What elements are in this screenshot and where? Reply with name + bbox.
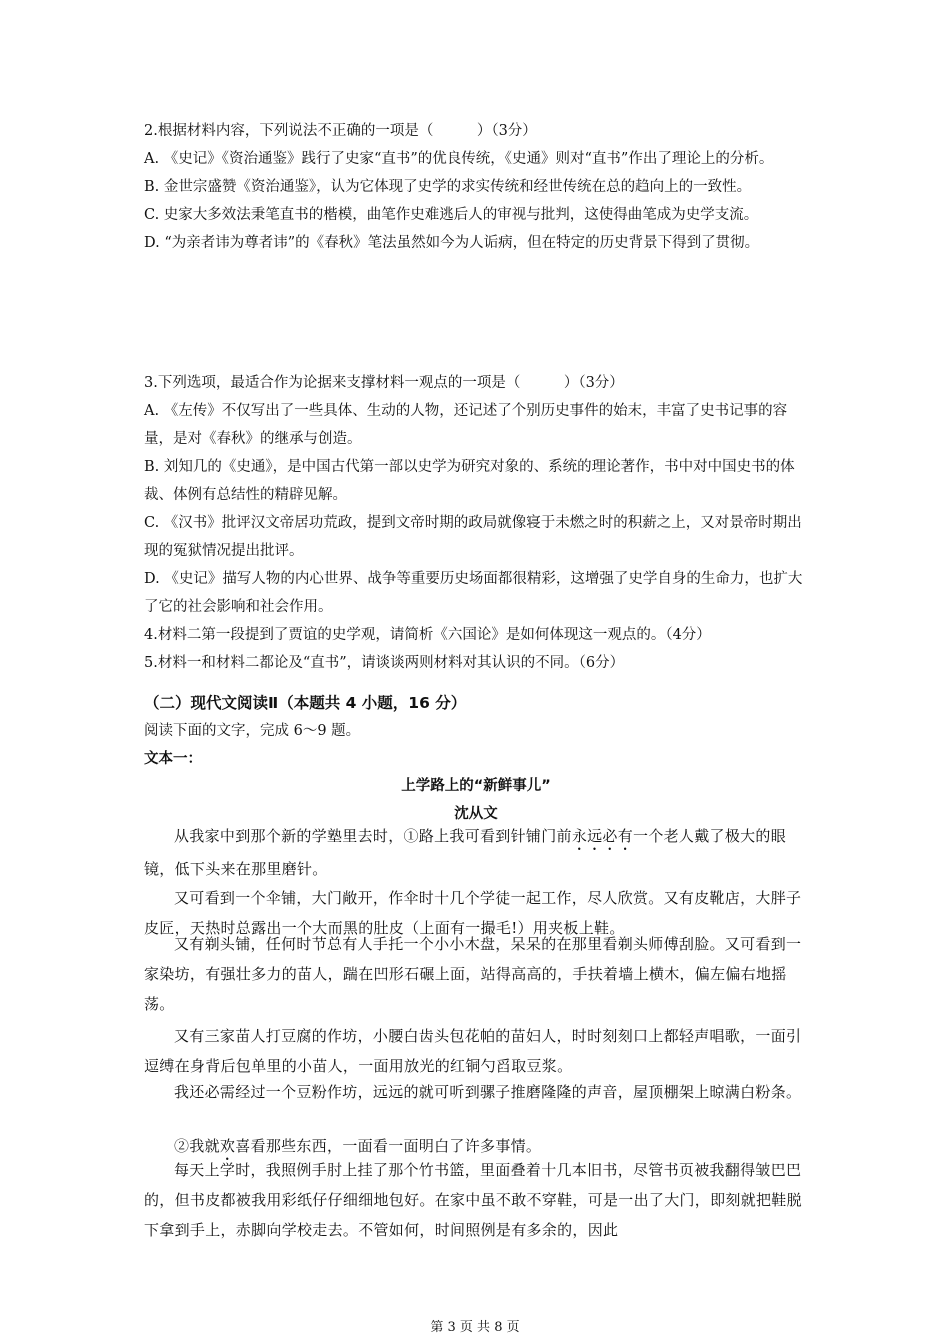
question-3-option-a: A. 《左传》不仅写出了一些具体、生动的人物，还记述了个别历史事件的始末，丰富了史书记事的容量，是对《春秋》的继承与创造。	[144, 403, 788, 447]
question-5: 5.材料一和材料二都论及“直书”，请谈谈两则材料对其认识的不同。（6分）	[144, 655, 625, 671]
article-author: 沈从文	[454, 806, 498, 822]
paragraph-1-emphasis: 永远必有	[571, 827, 634, 845]
text-label: 文本一：	[144, 751, 202, 767]
paragraph-4: 又有三家苗人打豆腐的作坊，小腰白齿头包花帕的苗妇人，时时刻刻口上都轻声唱歌，一面引逗缚在身背后包单里的小苗人，一面用放光的红铜勺舀取豆浆。	[144, 1027, 802, 1075]
question-3-option-d: D. 《史记》描写人物的内心世界、战争等重要历史场面都很精彩，这增强了史学自身的生命力，也扩大了它的社会影响和社会作用。	[144, 571, 803, 615]
question-2-option-a: A. 《史记》《资治通鉴》践行了史家“直书”的优良传统，《史通》则对“直书”作出了理论上的分析。	[144, 151, 774, 167]
reading-instruction: 阅读下面的文字，完成 6～9 题。	[144, 723, 361, 739]
paragraph-5: 我还必需经过一个豆粉作坊，远远的就可听到骡子推磨隆隆的声音，屋顶棚架上晾满白粉条。	[174, 1083, 802, 1101]
paragraph-1-text-a: 从我家中到那个新的学塾里去时，①路上我可看到针铺门前	[174, 827, 572, 845]
article-title: 上学路上的“新鲜事儿”	[401, 778, 551, 794]
paragraph-6-emphasis: 欢	[219, 1137, 236, 1155]
question-2-stem: 2.根据材料内容，下列说法不正确的一项是（ ）（3分）	[144, 123, 537, 139]
question-2	[144, 117, 808, 257]
question-2-option-d: D. “为亲者讳为尊者讳”的《春秋》笔法虽然如今为人诟病，但在特定的历史背景下得到了贯彻。	[144, 235, 760, 251]
section-title: （二）现代文阅读Ⅱ（本题共 4 小题，16 分）	[144, 694, 467, 712]
question-4: 4.材料二第一段提到了贾谊的史学观，请简析《六国论》是如何体现这一观点的。（4分）	[144, 627, 711, 643]
question-2-option-b: B. 金世宗盛赞《资治通鉴》，认为它体现了史学的求实传统和经世传统在总的趋向上的一致性。	[144, 179, 752, 195]
question-3-option-c: C. 《汉书》批评汉文帝居功荒政，提到文帝时期的政局就像寝于未燃之时的积薪之上，又对景帝时期出现的冤狱情况提出批评。	[144, 515, 802, 559]
paragraph-2: 又可看到一个伞铺，大门敞开，作伞时十几个学徒一起工作，尽人欣赏。又有皮靴店，大胖子皮匠，天热时总露出一个大而黑的肚皮（上面有一撮毛!）用夹板上鞋。	[144, 889, 802, 937]
question-3-stem: 3.下列选项，最适合作为论据来支撑材料一观点的一项是（ ）（3分）	[144, 375, 624, 391]
paragraph-1-text-b: 一个老人戴了极大的眼镜，低下头来在那里磨针。	[144, 827, 787, 878]
paragraph-6-text-b: 喜看那些东西，一面看一面明白了许多事情。	[235, 1137, 542, 1155]
question-3	[144, 369, 808, 677]
page-footer: 第 3 页 共 8 页	[430, 1320, 520, 1335]
question-2-option-c: C. 史家大多效法秉笔直书的楷模，曲笔作史难逃后人的审视与批判，这使得曲笔成为史学支流。	[144, 207, 759, 223]
paragraph-1	[144, 821, 808, 884]
question-3-option-b: B. 刘知几的《史通》，是中国古代第一部以史学为研究对象的、系统的理论著作，书中对中国史书的体裁、体例有总结性的精辟见解。	[144, 459, 795, 503]
paragraph-6-text-a: ②我就	[174, 1137, 220, 1155]
paragraph-3: 又有剃头铺，任何时节总有人手托一个小小木盘，呆呆的在那里看剃头师傅刮脸。又可看到一家染坊，有强壮多力的苗人，踹在凹形石碾上面，站得高高的，手扶着墙上横木，偏左偏右地摇荡。	[144, 935, 802, 1013]
paragraph-7: 每天上学时，我照例手肘上挂了那个竹书篮，里面叠着十几本旧书，尽管书页被我翻得皱巴巴的，但书皮都被我用彩纸仔仔细细地包好。在家中虽不敢不穿鞋，可是一出了大门，即刻就把鞋脱下拿到手上，赤脚向学校走去。不管如何，时间照例是有多余的，因此	[144, 1161, 802, 1239]
